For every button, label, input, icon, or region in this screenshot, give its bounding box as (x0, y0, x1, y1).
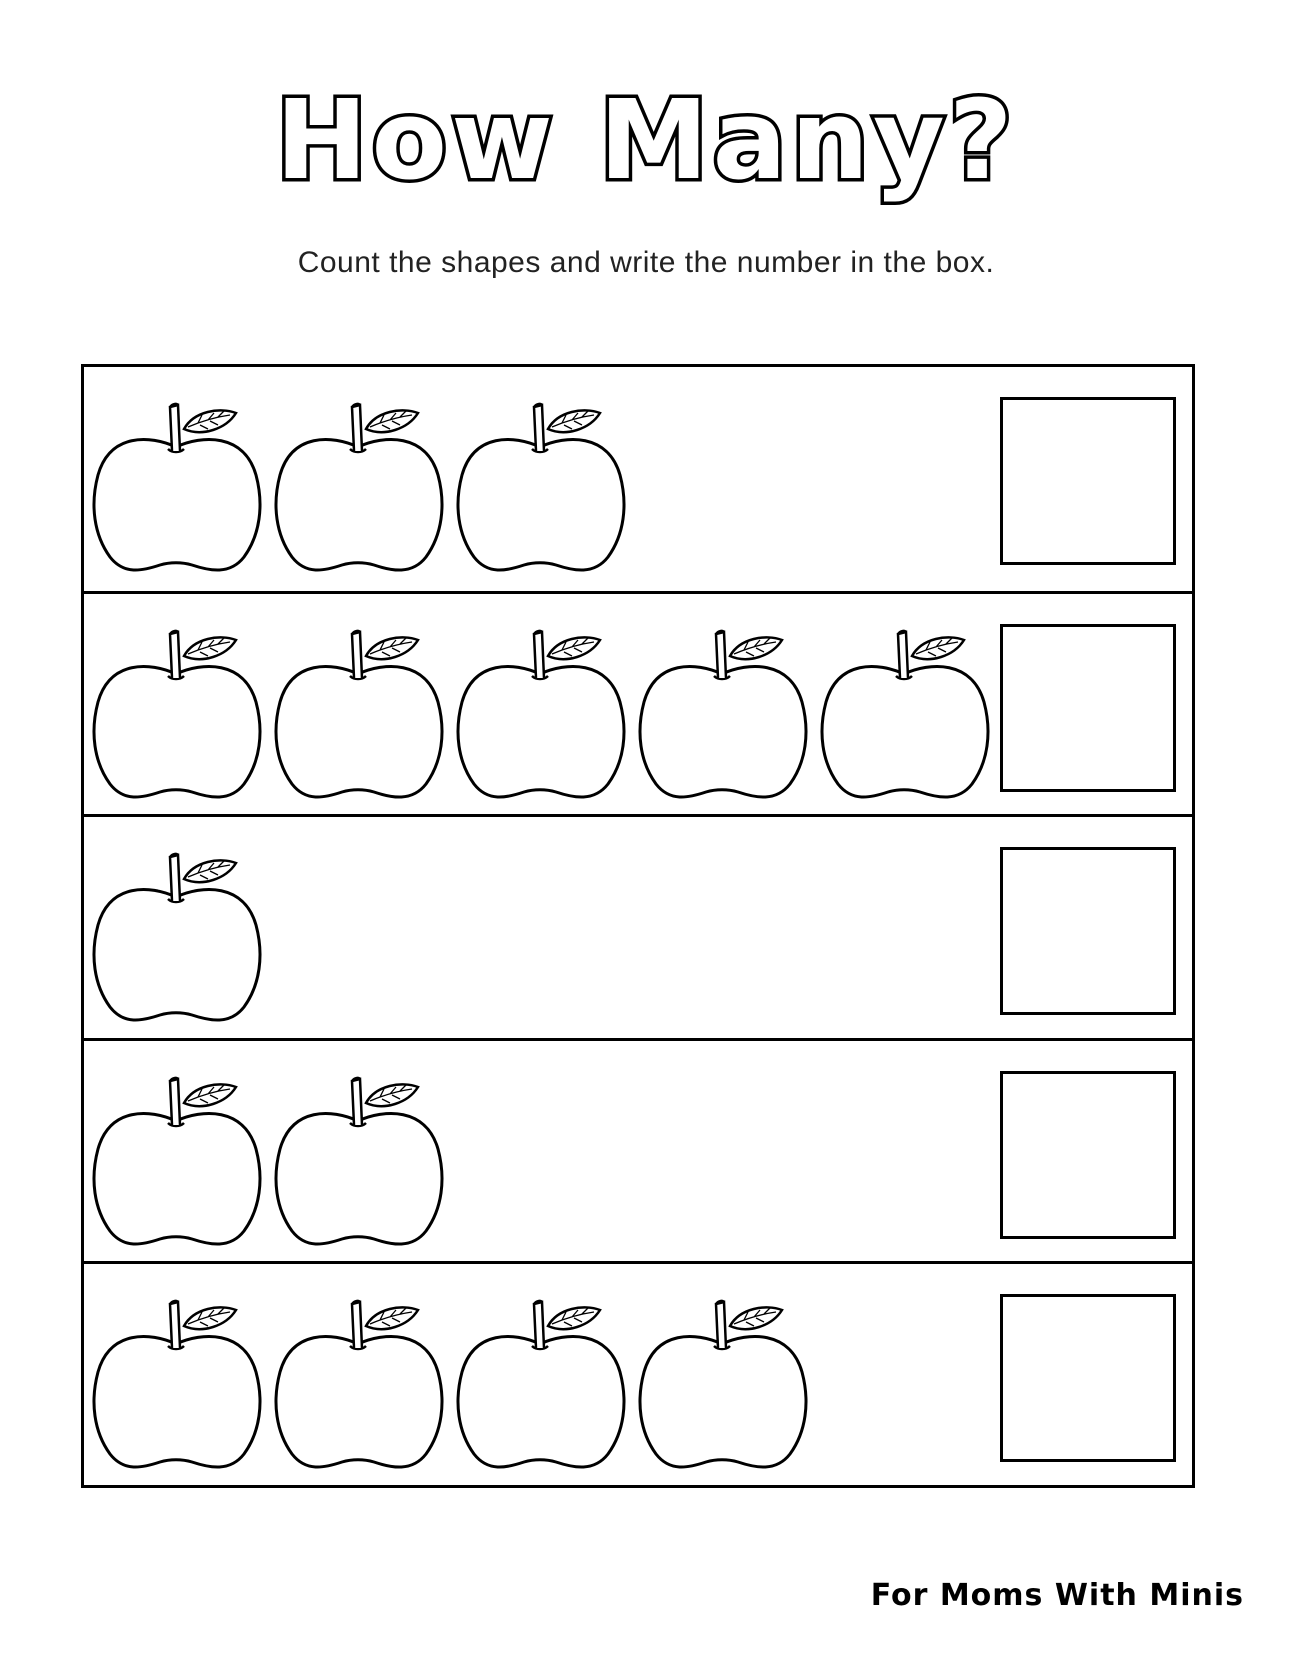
apple-group (90, 1059, 444, 1255)
counting-row (84, 1038, 1192, 1262)
counting-grid (81, 364, 1195, 1488)
answer-box[interactable] (1000, 397, 1176, 565)
apple-icon (818, 612, 990, 808)
answer-box[interactable] (1000, 847, 1176, 1015)
answer-box[interactable] (1000, 624, 1176, 792)
apple-icon (272, 385, 444, 581)
page-title: How Many? (275, 76, 1017, 204)
counting-row (84, 1261, 1192, 1485)
apple-icon (636, 1282, 808, 1478)
apple-icon (454, 612, 626, 808)
apple-icon (636, 612, 808, 808)
apple-group (90, 1282, 808, 1478)
apple-icon (90, 835, 262, 1031)
apple-icon (272, 1282, 444, 1478)
apple-icon (454, 385, 626, 581)
apple-icon (90, 1282, 262, 1478)
counting-row (84, 814, 1192, 1038)
apple-icon (454, 1282, 626, 1478)
apple-icon (272, 1059, 444, 1255)
apple-icon (90, 1059, 262, 1255)
instructions: Count the shapes and write the number in the box. (297, 246, 995, 279)
apple-icon (272, 612, 444, 808)
apple-icon (90, 612, 262, 808)
counting-row (84, 591, 1192, 815)
apple-group (90, 612, 990, 808)
apple-group (90, 835, 262, 1031)
answer-box[interactable] (1000, 1294, 1176, 1462)
counting-row (84, 367, 1192, 591)
brand-footer: For Moms With Minis (870, 1578, 1244, 1613)
apple-icon (90, 385, 262, 581)
apple-group (90, 385, 626, 581)
answer-box[interactable] (1000, 1071, 1176, 1239)
